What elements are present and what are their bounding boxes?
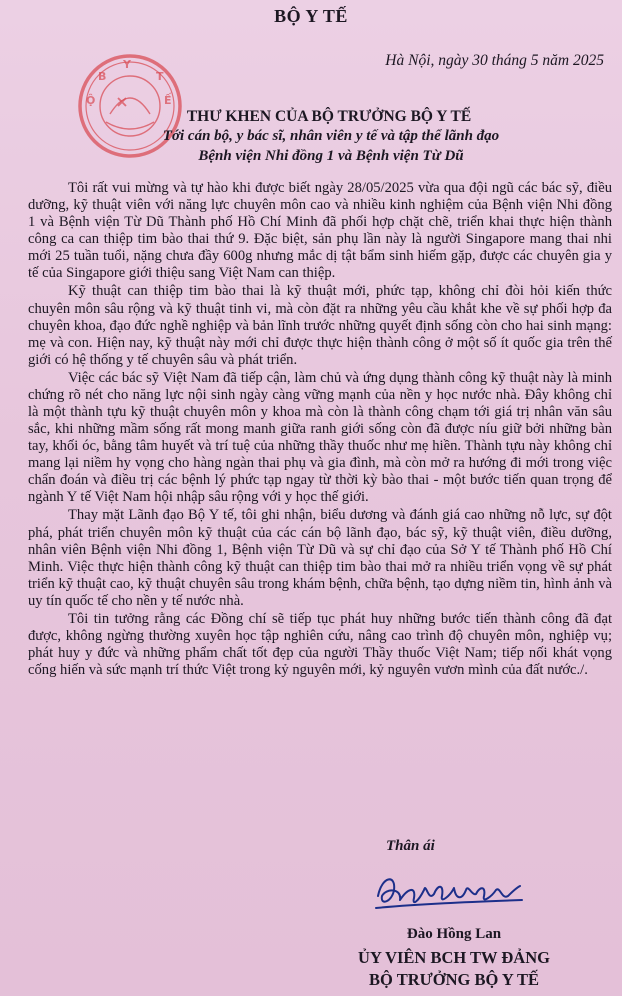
closing-salutation: Thân ái xyxy=(386,838,435,854)
dateline: Hà Nội, ngày 30 tháng 5 năm 2025 xyxy=(385,52,604,69)
recipient-line-1: Tới cán bộ, y bác sĩ, nhân viên y tế và tập thể lãnh đạo xyxy=(162,128,500,144)
svg-text:Y: Y xyxy=(123,58,131,71)
recipient-line-2: Bệnh viện Nhi đồng 1 và Bệnh viện Từ Dũ xyxy=(198,148,464,164)
signer-name: Đào Hồng Lan xyxy=(406,926,502,942)
paragraph-2: Kỹ thuật can thiệp tim bào thai là kỹ thuật mới, phức tạp, không chỉ đòi hỏi kiến thức chuyên môn sâu rộng và kỹ thuật tinh vi, mà còn đặt ra những yêu cầu khắt khe về sự phối hợp đa chuyên khoa, đạo đức nghề nghiệp và bản lĩnh trước những quyết định sống còn cho hai sinh mạng: mẹ và con. Hiện nay, kỹ thuật này mới chỉ được thực hiện thành công ở một số ít quốc gia trên thế giới có hệ thống y tế chuyên sâu và phát triển. xyxy=(28,283,612,368)
paragraph-3: Việc các bác sỹ Việt Nam đã tiếp cận, làm chủ và ứng dụng thành công kỹ thuật này là minh chứng rõ nét cho năng lực nội sinh ngày càng vững mạnh của nền y học nước nhà. Đây không chỉ là một thành tựu kỹ thuật chuyên môn y khoa mà còn là thành công chạm tới giá trị nhân văn sâu sắc, khi những mầm sống rất mong manh giữa ranh giới sống còn đã được níu giữ bởi những bàn tay, khối óc, bằng tâm huyết và trí tuệ của những thầy thuốc như mẹ hiền. Thành tựu này không chỉ mang lại niềm hy vọng cho hàng ngàn thai phụ và gia đình, mà còn mở ra hướng đi mới trong việc chẩn đoán và điều trị các bệnh lý phức tạp ngay từ thời kỳ bào thai - một bước tiến quan trọng để ngành Y tế Việt Nam hội nhập sâu rộng với y học thế giới. xyxy=(28,369,612,506)
paragraph-1: Tôi rất vui mừng và tự hào khi được biết ngày 28/05/2025 vừa qua đội ngũ các bác sỹ, điều dưỡng, kỹ thuật viên với năng lực chuyên môn cao và nhiều kinh nghiệm của Bệnh viện Nhi đồng 1 và Bệnh viện Từ Dũ Thành phố Hồ Chí Minh đã phối hợp chặt chẽ, triển khai thực hiện thành công ca can thiệp tim bào thai thứ 9. Đặc biệt, sản phụ lần này là người Singapore mang thai nhi mới 25 tuần tuổi, nặng chưa đầy 600g nhưng mắc dị tật bẩm sinh hiếm gặp, được các chuyên gia y tế của Singapore giới thiệu sang Việt Nam can thiệp. xyxy=(28,180,612,282)
paragraph-4: Thay mặt Lãnh đạo Bộ Y tế, tôi ghi nhận, biểu dương và đánh giá cao những nỗ lực, sự đột phá, phát triển chuyên môn kỹ thuật của các cán bộ lãnh đạo, bác sỹ, kỹ thuật viên, điều dưỡng, nhân viên Bệnh viện Nhi đồng 1, Bệnh viện Từ Dũ và sự chỉ đạo của Sở Y tế Thành phố Hồ Chí Minh. Việc thực hiện thành công kỹ thuật can thiệp tim bào thai mở ra nhiều triển vọng về sự phát triển kỹ thuật cao, kỹ thuật chuyên sâu trong khám bệnh, chữa bệnh, tạo dựng niềm tin, hình ảnh và uy tín quốc tế cho nền y tế nước nhà. xyxy=(28,507,612,609)
svg-text:Ế: Ế xyxy=(164,94,172,107)
letter-body xyxy=(28,180,612,680)
paragraph-5: Tôi tin tưởng rằng các Đồng chí sẽ tiếp tục phát huy những bước tiến thành công đã đạt được, không ngừng thường xuyên học tập nghiên cứu, nâng cao trình độ chuyên môn, nghiệp vụ; phát huy y đức và những phẩm chất tốt đẹp của người Thầy thuốc Việt Nam; tiếp nối khát vọng cống hiến và sức mạnh trí thức Việt trong kỷ nguyên mới, kỷ nguyên vươn mình của đất nước./. xyxy=(28,610,612,679)
signer-position: ỦY VIÊN BCH TW ĐẢNG xyxy=(358,948,550,967)
handwritten-signature xyxy=(368,866,528,918)
svg-text:Ộ: Ộ xyxy=(86,94,96,107)
svg-text:T: T xyxy=(156,70,164,83)
letter-title: THƯ KHEN CỦA BỘ TRƯỞNG BỘ Y TẾ xyxy=(186,108,472,125)
svg-text:B: B xyxy=(98,70,107,83)
signer-title: BỘ TRƯỞNG BỘ Y TẾ xyxy=(369,970,539,989)
ministry-header: BỘ Y TẾ xyxy=(274,6,348,26)
